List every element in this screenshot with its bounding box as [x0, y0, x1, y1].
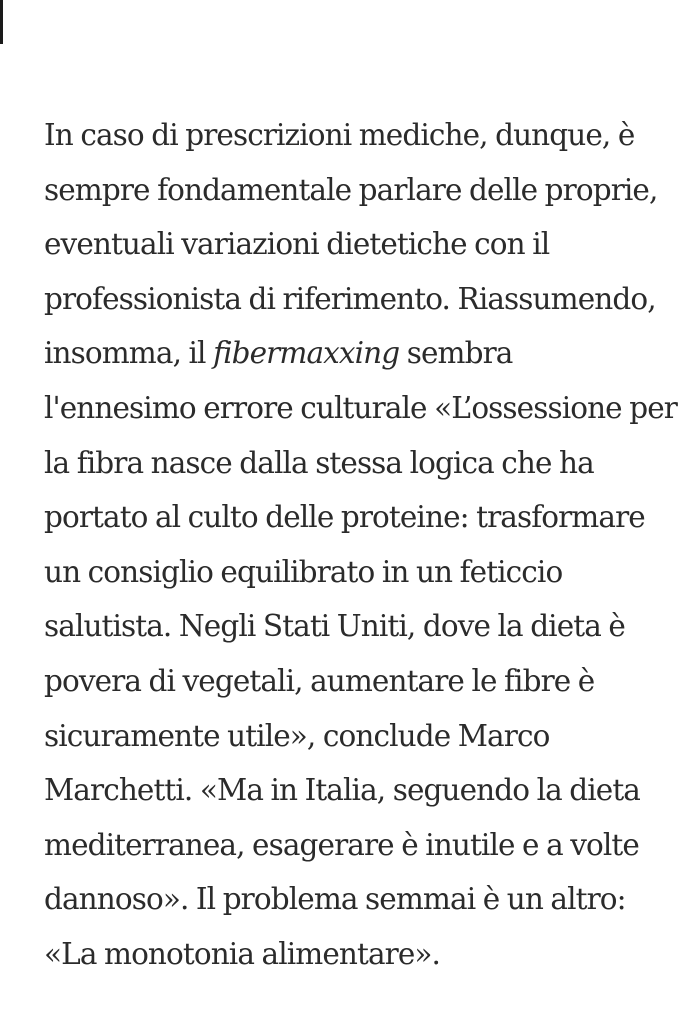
paragraph-line-12: sicuramente utile», conclude Marco	[44, 718, 550, 753]
paragraph-line-8: portato al culto delle proteine: trasformare	[44, 500, 645, 535]
paragraph-line-4: professionista di riferimento. Riassumendo,	[44, 281, 656, 316]
paragraph-line-11: povera di vegetali, aumentare le fibre è	[44, 663, 595, 698]
article-paragraph	[44, 108, 677, 982]
italic-term-fibermaxxing: fibermaxxing	[213, 336, 400, 371]
line-5-before-italic: insomma, il	[44, 336, 214, 371]
paragraph-line-15: dannoso». Il problema semmai è un altro:	[44, 882, 626, 917]
paragraph-line-9: un consiglio equilibrato in un feticcio	[44, 554, 563, 589]
paragraph-line-10: salutista. Negli Stati Uniti, dove la dieta è	[44, 609, 625, 644]
paragraph-line-7: la fibra nasce dalla stessa logica che ha	[44, 445, 594, 480]
article-body	[44, 108, 677, 982]
paragraph-line-5	[44, 326, 674, 381]
paragraph-line-2: sempre fondamentale parlare delle proprie,	[44, 172, 658, 207]
paragraph-line-13: Marchetti. «Ma in Italia, seguendo la dieta	[44, 773, 640, 808]
paragraph-line-16: «La monotonia alimentare».	[44, 936, 441, 971]
paragraph-line-14: mediterranea, esagerare è inutile e a volte	[44, 827, 639, 862]
paragraph-line-3: eventuali variazioni dietetiche con il	[44, 227, 550, 262]
text-cursor-bar	[0, 0, 3, 44]
paragraph-line-6: l'ennesimo errore culturale «L’ossessione per	[44, 390, 677, 425]
line-5-after-italic: sembra	[399, 336, 513, 371]
paragraph-line-1: In caso di prescrizioni mediche, dunque, è	[44, 118, 635, 152]
